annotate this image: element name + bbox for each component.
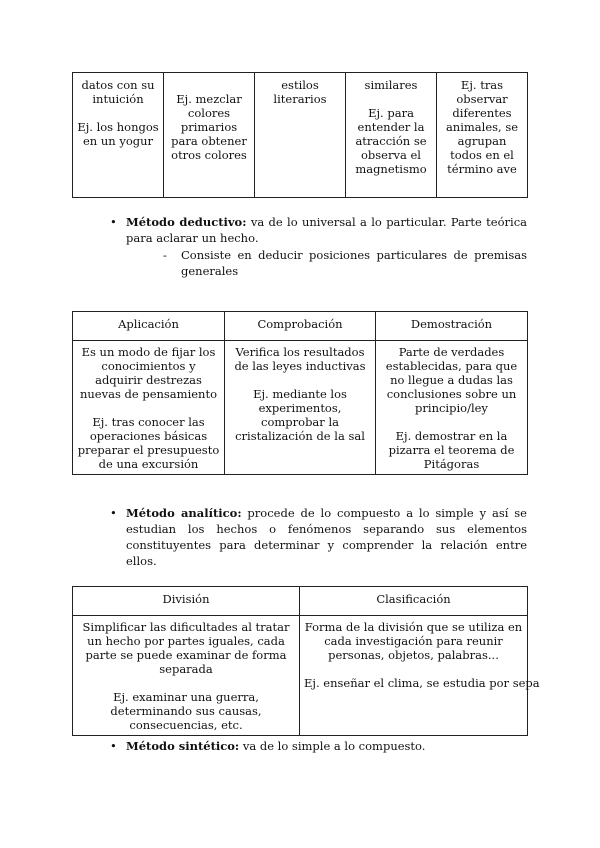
- analytic-text: procede de lo compuesto a lo simple y así se estudian los hechos o fenómenos separando sus elementos constituyentes para determinar y comprender la relación entre ellos.: [126, 506, 527, 568]
- table-cell: [73, 341, 225, 475]
- table-row: [73, 616, 528, 736]
- table-header-row: [73, 312, 528, 341]
- table-cell: [73, 73, 164, 198]
- deductive-sub-item: [163, 247, 527, 279]
- table-row: [73, 341, 528, 475]
- deductive-title: Método deductivo:: [126, 215, 247, 229]
- cell-text: Ej. tras observar diferentes animales, se agrupan todos en el término ave: [445, 78, 519, 176]
- cell-text: Ej. mezclar colores primarios para obtener otros colores: [171, 92, 247, 162]
- table-cell: [255, 73, 346, 198]
- cell-text: Verifica los resultados de las leyes inductivas: [234, 345, 366, 373]
- bullet-icon: •: [110, 739, 117, 753]
- cell-text: Ej. tras conocer las operaciones básicas preparar el presupuesto de una excursión: [77, 415, 220, 471]
- cell-text: Ej. los hongos en un yogur: [77, 120, 159, 148]
- cell-text: Ej. mediante los experimentos, comprobar la cristalización de la sal: [235, 387, 365, 443]
- cell-text: estilos literarios: [273, 78, 327, 106]
- analytic-title: Método analítico:: [126, 506, 242, 520]
- deductive-sub-text: Consiste en deducir posiciones particulares de premisas generales: [181, 248, 527, 278]
- table-header-row: [73, 587, 528, 616]
- dash-icon: -: [163, 248, 167, 262]
- deductive-table: [72, 311, 528, 475]
- cell-text: Es un modo de fijar los conocimientos y adquirir destrezas nuevas de pensamiento: [79, 345, 218, 401]
- synthetic-title: Método sintético:: [126, 739, 240, 753]
- analytic-table: [72, 586, 540, 736]
- table-cell: [300, 616, 540, 736]
- table-cell: [437, 73, 528, 198]
- table-cell: [376, 341, 528, 475]
- column-header: Clasificación: [300, 587, 528, 616]
- bullet-icon: •: [110, 215, 117, 229]
- table-row: [73, 73, 528, 198]
- cell-text: Ej. demostrar en la pizarra el teorema de Pitágoras: [388, 429, 515, 471]
- table-cell: [73, 616, 300, 736]
- bullet-icon: •: [110, 506, 117, 520]
- cell-text: Simplificar las dificultades al tratar un hecho por partes iguales, cada parte se puede examinar de forma separada: [82, 620, 290, 676]
- cell-text: Ej. examinar una guerra, determinando sus causas, consecuencias, etc.: [110, 690, 262, 732]
- table-cell: [164, 73, 255, 198]
- table-cell: [225, 341, 376, 475]
- cell-text: Parte de verdades establecidas, para que no llegue a dudas las conclusiones sobre un principio/ley: [385, 345, 518, 415]
- synthetic-bullet: [110, 738, 527, 754]
- cell-text: similares: [364, 78, 418, 92]
- deductive-bullet: [110, 214, 527, 246]
- deductive-text: va de lo universal a lo particular. Parte teórica para aclarar un hecho.: [126, 215, 527, 245]
- column-header: División: [73, 587, 300, 616]
- cell-text: Forma de la división que se utiliza en cada investigación para reunir personas, objetos, palabras...: [304, 620, 523, 662]
- cell-text: Ej. para entender la atracción se observa el magnetismo: [355, 106, 427, 176]
- column-header: Aplicación: [73, 312, 225, 341]
- synthetic-text: va de lo simple a lo compuesto.: [239, 739, 426, 753]
- table-cell: [346, 73, 437, 198]
- cell-text: datos con su intuición: [81, 78, 155, 106]
- analytic-bullet: [110, 505, 527, 569]
- column-header: Demostración: [376, 312, 528, 341]
- inductive-examples-table: [72, 72, 528, 198]
- cell-text: Ej. enseñar el clima, se estudia por sepa: [304, 676, 540, 690]
- column-header: Comprobación: [225, 312, 376, 341]
